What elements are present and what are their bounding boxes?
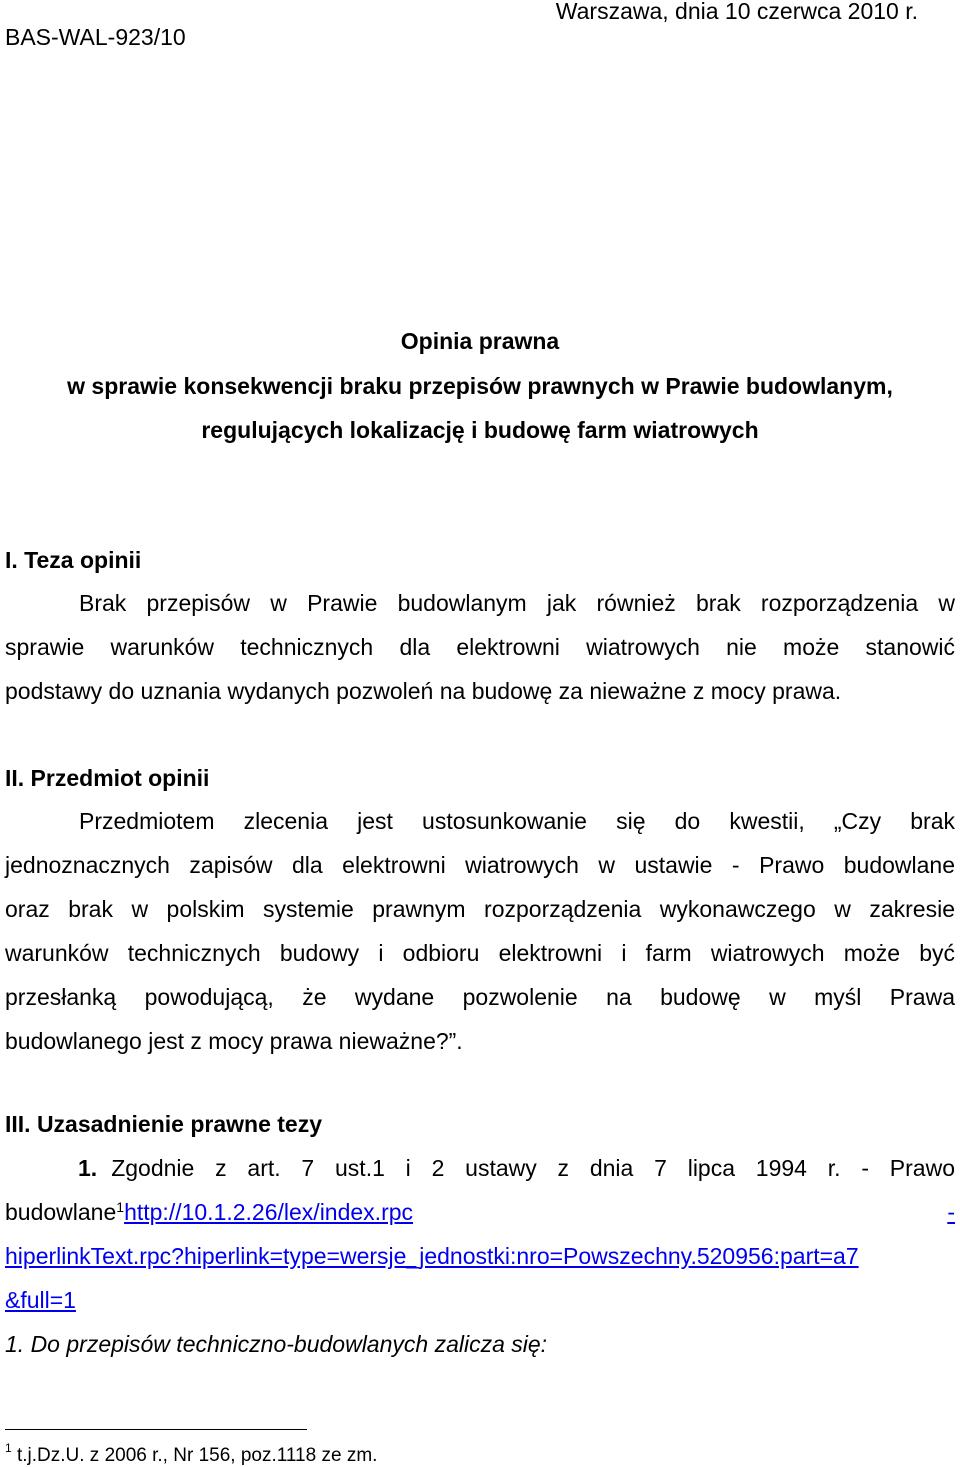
subject-line: Przedmiotem zlecenia jest ustosunkowanie się do kwestii, „Czy brak [79,808,955,834]
thesis-line: sprawie warunków technicznych dla elektrowni wiatrowych nie może stanowić [5,634,955,660]
document-subtitle-line2: regulujących lokalizację i budowę farm wiatrowych [201,417,759,443]
legislation-link-end[interactable]: &full=1 [5,1287,76,1313]
subject-line: budowlanego jest z mocy prawa nieważne?”. [5,1028,463,1054]
section-heading-justification: III. Uzasadnienie prawne tezy [5,1111,322,1137]
footnote [5,1441,377,1467]
link-line-2 [5,1243,859,1270]
footnote-number: 1 [5,1441,12,1455]
justification-item-1 [78,1155,955,1182]
subsection-heading: 1. Do przepisów techniczno-budowlanych zalicza się: [5,1331,548,1357]
document-reference: BAS-WAL-923/10 [5,24,186,50]
thesis-line: podstawy do uznania wydanych pozwoleń na budowę za nieważne z mocy prawa. [5,678,842,704]
document-title: Opinia prawna [400,328,560,354]
subject-line: oraz brak w polskim systemie prawnym rozporządzenia wykonawczego w zakresie [5,896,955,922]
thesis-line: Brak przepisów w Prawie budowlanym jak również brak rozporządzenia w [79,590,955,616]
subject-line: jednoznacznych zapisów dla elektrowni wiatrowych w ustawie - Prawo budowlane [5,852,955,878]
footnote-separator [5,1429,307,1430]
section-heading-subject: II. Przedmiot opinii [5,765,210,791]
document-date: Warszawa, dnia 10 czerwca 2010 r. [555,0,918,24]
link-line-1 [5,1199,955,1226]
footnote-marker: 1 [116,1199,125,1215]
section-heading-thesis: I. Teza opinii [5,547,142,573]
subject-line: przesłanką powodującą, że wydane pozwolenie na budowę w myśl Prawa [5,984,955,1010]
subject-line: warunków technicznych budowy i odbioru elektrowni i farm wiatrowych może być [5,940,955,966]
subject-paragraph [5,799,955,1063]
legislation-link[interactable]: http://10.1.2.26/lex/index.rpc - [124,1199,955,1225]
thesis-paragraph [5,581,955,713]
item-continuation: budowlane [5,1199,117,1225]
document-subtitle-line1: w sprawie konsekwencji braku przepisów prawnych w Prawie budowlanym, [67,373,893,399]
item-text: Zgodnie z art. 7 ust.1 i 2 ustawy z dnia 7 lipca 1994 r. - Prawo [111,1155,955,1181]
legislation-link-continued[interactable]: hiperlinkText.rpc?hiperlink=type=wersje_jednostki:nro=Powszechny.520956:part=a7 [5,1243,859,1269]
footnote-text: t.j.Dz.U. z 2006 r., Nr 156, poz.1118 ze zm. [11,1445,378,1466]
link-line-3 [5,1287,76,1314]
item-number: 1. [78,1155,98,1181]
